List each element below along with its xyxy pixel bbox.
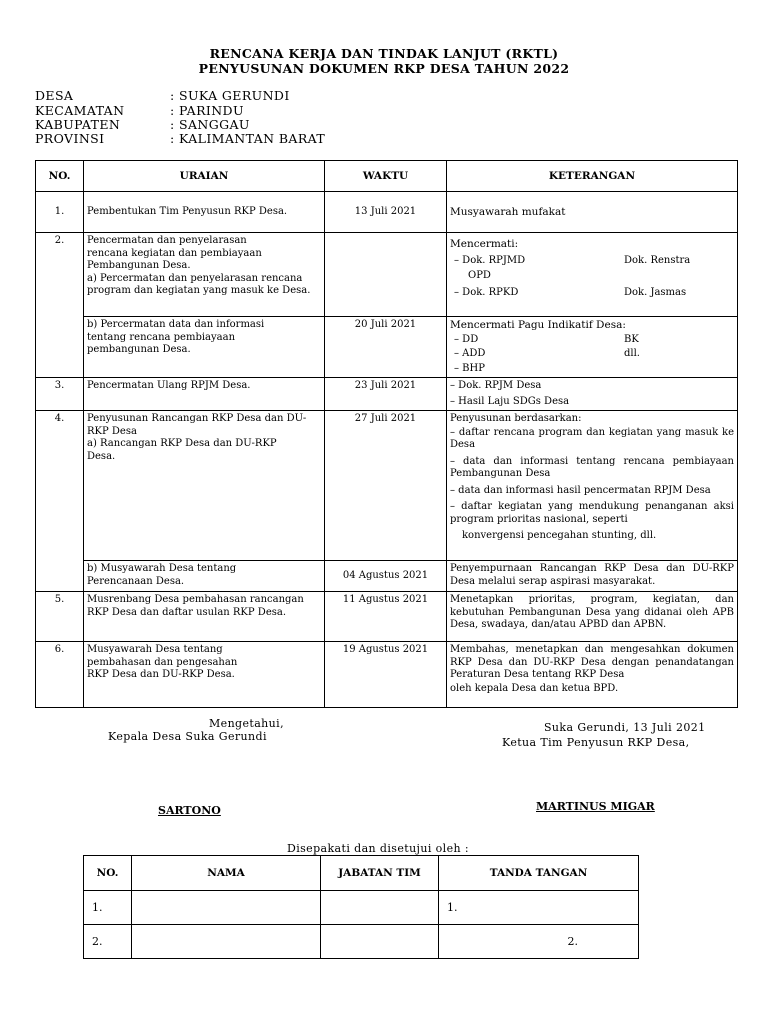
ket-item: – daftar rencana program dan kegiatan yang masuk ke Desa [450, 426, 734, 450]
row-no: 6. [36, 642, 84, 708]
sign-row-nama[interactable] [132, 891, 321, 925]
sign-header-nama: NAMA [132, 856, 321, 891]
info-label-provinsi: PROVINSI [35, 131, 105, 146]
document-title-line1: RENCANA KERJA DAN TINDAK LANJUT (RKTL) [209, 46, 559, 61]
row-keterangan: Penyempurnaan Rancangan RKP Desa dan DU-RKP Desa melalui serap aspirasi masyarakat. [447, 561, 738, 592]
row-uraian [84, 411, 325, 561]
ket-item: – DD [454, 333, 479, 345]
ket-item: – Dok. RPJMD [454, 254, 526, 266]
row-no: 4. [36, 411, 84, 592]
sign-right-line2: Ketua Tim Penyusun RKP Desa, [502, 736, 690, 749]
info-value-kabupaten: : SANGGAU [170, 117, 250, 132]
sign-left-line1: Mengetahui, [209, 717, 284, 730]
row-waktu: 20 Juli 2021 [325, 317, 447, 378]
sign-left-line2: Kepala Desa Suka Gerundi [108, 730, 267, 743]
info-label-kabupaten: KABUPATEN [35, 117, 121, 132]
row-uraian [84, 317, 325, 378]
sign-row-no: 1. [84, 891, 132, 925]
uraian-sub: a) Percermatan dan penyelarasan rencana program dan kegiatan yang masuk ke Desa. [87, 272, 311, 296]
table-row [36, 233, 738, 317]
row-waktu: 04 Agustus 2021 [325, 561, 447, 592]
row-uraian: Musyawarah Desa tentang pembahasan dan pengesahan RKP Desa dan DU-RKP Desa. [84, 642, 325, 708]
sign-row-jabatan[interactable] [321, 891, 439, 925]
row-waktu: 11 Agustus 2021 [325, 592, 447, 642]
ket-text-2: oleh kepala Desa dan ketua BPD. [450, 682, 619, 694]
header-no: NO. [36, 161, 84, 192]
table-row [36, 411, 738, 561]
sign-row-nama[interactable] [132, 925, 321, 959]
row-waktu: 23 Juli 2021 [325, 378, 447, 411]
ket-item: – Dok. RPKD [454, 286, 519, 298]
sign-header-jabatan: JABATAN TIM [321, 856, 439, 891]
row-waktu: 13 Juli 2021 [325, 192, 447, 233]
document-title-line2: PENYUSUNAN DOKUMEN RKP DESA TAHUN 2022 [198, 61, 570, 76]
table-row [36, 192, 738, 233]
ket-title: Mencermati Pagu Indikatif Desa: [450, 319, 626, 331]
row-waktu: 27 Juli 2021 [325, 411, 447, 561]
agreement-text: Disepakati dan disetujui oleh : [287, 842, 469, 855]
info-value-desa: : SUKA GERUNDI [170, 88, 290, 103]
ket-item: – daftar kegiatan yang mendukung penanganan aksi program prioritas nasional, seperti [450, 501, 734, 525]
sign-header-ttd: TANDA TANGAN [439, 856, 639, 891]
table-row [36, 642, 738, 708]
uraian-sub: a) Rancangan RKP Desa dan DU-RKP Desa. [87, 438, 277, 462]
sign-table-header [84, 856, 639, 891]
ket-item: – data dan informasi tentang rencana pembiayaan Pembangunan Desa [450, 455, 734, 479]
ket-item: BK [624, 333, 639, 345]
uraian-main: Pencermatan dan penyelarasan rencana kegiatan dan pembiayaan Pembangunan Desa. [87, 235, 262, 271]
info-value-kecamatan: : PARINDU [170, 103, 244, 118]
row-keterangan: Menetapkan prioritas, program, kegiatan, dan kebutuhan Pembangunan Desa yang didanai oleh APB Desa, swadaya, dan/atau APBD dan APBN. [447, 592, 738, 642]
row-keterangan [447, 378, 738, 411]
info-value-provinsi: : KALIMANTAN BARAT [170, 131, 326, 146]
row-keterangan [447, 233, 738, 317]
row-uraian: b) Musyawarah Desa tentang Perencanaan Desa. [84, 561, 325, 592]
ket-item: OPD [468, 270, 491, 281]
uraian-sub: b) Percermatan data dan informasi tentang rencana pembiayaan pembangunan Desa. [87, 319, 265, 355]
header-keterangan: KETERANGAN [447, 161, 738, 192]
ket-item: dll. [624, 348, 640, 359]
header-uraian: URAIAN [84, 161, 325, 192]
ket-item: Dok. Jasmas [624, 286, 687, 298]
row-no: 3. [36, 378, 84, 411]
row-uraian: Musrenbang Desa pembahasan rancangan RKP Desa dan daftar usulan RKP Desa. [84, 592, 325, 642]
row-no: 1. [36, 192, 84, 233]
row-keterangan: Musyawarah mufakat [447, 192, 738, 233]
table-header-row [36, 161, 738, 192]
row-uraian: Pencermatan Ulang RPJM Desa. [84, 378, 325, 411]
ket-item: – BHP [454, 362, 485, 374]
sign-right-line1: Suka Gerundi, 13 Juli 2021 [544, 721, 706, 734]
row-keterangan [447, 317, 738, 378]
ket-item: – Hasil Laju SDGs Desa [450, 395, 570, 407]
ket-title: Penyusunan berdasarkan: [450, 413, 582, 424]
ket-item: Dok. Renstra [624, 254, 691, 266]
signature-table [83, 855, 639, 959]
ket-text: Membahas, menetapkan dan mengesahkan dokumen RKP Desa dan DU-RKP Desa dengan penandatangan Peraturan Desa tentang RKP Desa [450, 644, 734, 680]
ket-item: konvergensi pencegahan stunting, dll. [462, 530, 657, 541]
row-waktu [325, 233, 447, 317]
table-row [36, 592, 738, 642]
row-keterangan [447, 411, 738, 561]
ket-item: – ADD [454, 348, 486, 359]
ket-item: – data dan informasi hasil pencermatan RPJM Desa [450, 484, 711, 496]
row-no: 2. [36, 233, 84, 378]
row-uraian [84, 233, 325, 317]
info-label-kecamatan: KECAMATAN [35, 103, 125, 118]
info-label-desa: DESA [35, 88, 74, 103]
ket-title: Mencermati: [450, 238, 519, 250]
header-waktu: WAKTU [325, 161, 447, 192]
row-uraian: Pembentukan Tim Penyusun RKP Desa. [84, 192, 325, 233]
ket-item: – Dok. RPJM Desa [450, 380, 542, 391]
row-keterangan [447, 642, 738, 708]
sign-row-no: 2. [84, 925, 132, 959]
table-row [36, 561, 738, 592]
sign-table-row [84, 891, 639, 925]
rktl-table [35, 160, 738, 708]
sign-header-no: NO. [84, 856, 132, 891]
table-row [36, 378, 738, 411]
table-row [36, 317, 738, 378]
sign-table-row [84, 925, 639, 959]
sign-row-ttd[interactable]: 2. [439, 925, 639, 959]
row-no: 5. [36, 592, 84, 642]
signatory-left-name: SARTONO [158, 804, 221, 817]
sign-row-ttd[interactable]: 1. [439, 891, 639, 925]
sign-row-jabatan[interactable] [321, 925, 439, 959]
signatory-right-name: MARTINUS MIGAR [536, 800, 655, 813]
uraian-main: Penyusunan Rancangan RKP Desa dan DU-RKP Desa [87, 413, 307, 437]
row-waktu: 19 Agustus 2021 [325, 642, 447, 708]
